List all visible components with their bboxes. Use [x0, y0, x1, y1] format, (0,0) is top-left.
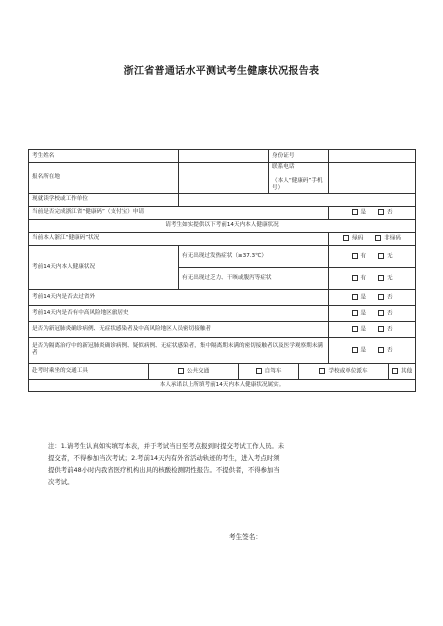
fever-label: 有无出现过发热症状（≥37.3℃） — [179, 245, 329, 267]
checkbox-icon — [378, 326, 384, 332]
row-risk — [29, 305, 416, 321]
health14-label: 考前14天内本人健康状况 — [29, 245, 179, 289]
checkbox-icon — [352, 275, 358, 281]
health-report-table — [28, 149, 416, 392]
transport-label: 赴考时乘坐的交通工具 — [29, 363, 149, 379]
row-zjcode-applied — [29, 206, 416, 219]
checkbox-icon — [378, 347, 384, 353]
option-no[interactable]: 否 — [378, 347, 393, 354]
option-no[interactable]: 否 — [378, 326, 393, 333]
zjcode-applied-label: 当前是否完成浙江省“健康码”（支付宝）申请 — [29, 206, 329, 219]
zjcode-applied-options — [329, 206, 416, 219]
region-value[interactable] — [179, 163, 269, 194]
contact-label: 是否为新冠肺炎确诊病例、无症状感染者及中高风险地区人员密切接触者 — [29, 321, 329, 337]
notes — [48, 440, 403, 488]
checkbox-icon — [352, 326, 358, 332]
transport-option-unit[interactable]: 学校或单位派车 — [299, 363, 389, 379]
note-line-4: 次考试。 — [48, 478, 74, 486]
option-have[interactable]: 有 — [352, 253, 367, 260]
option-yes[interactable]: 是 — [352, 326, 367, 333]
checkbox-icon — [378, 275, 384, 281]
checkbox-icon — [378, 209, 384, 215]
checkbox-icon — [352, 209, 358, 215]
transport-option-selfdrive[interactable]: 自驾车 — [239, 363, 299, 379]
checkbox-icon — [378, 310, 384, 316]
row-name — [29, 150, 416, 163]
checkbox-icon — [392, 368, 398, 374]
checkbox-icon — [352, 294, 358, 300]
note-line-2: 提交者，不得参加当次考试；2.考前14天内有外省活动轨迹的考生，进入考点时须 — [48, 454, 280, 462]
phone-label-cell — [269, 163, 329, 194]
phone-note: （本人“健康码”手机号） — [272, 177, 323, 191]
option-green[interactable]: 绿码 — [343, 235, 363, 242]
cough-options — [329, 267, 416, 289]
zjcode-status-label: 当前本人浙江“健康码”状况 — [29, 232, 329, 245]
row-outside — [29, 289, 416, 305]
region-label: 报名所在地 — [29, 163, 179, 194]
checkbox-icon — [178, 368, 184, 374]
row-contact — [29, 321, 416, 337]
isolation-options — [329, 337, 416, 363]
name-label: 考生姓名 — [29, 150, 179, 163]
risk-options — [329, 305, 416, 321]
form-title: 浙江省普通话水平测试考生健康状况报告表 — [123, 66, 320, 77]
signature-label: 考生签名： — [229, 533, 262, 541]
checkbox-icon — [352, 310, 358, 316]
note-line-3: 提供考前48小时内我省医疗机构出具的核酸检测阴性报告。不提供者，不得参加当 — [48, 466, 280, 474]
transport-option-public[interactable]: 公共交通 — [149, 363, 239, 379]
row-section-note — [29, 219, 416, 232]
row-zjcode-status — [29, 232, 416, 245]
option-have[interactable]: 有 — [352, 275, 367, 282]
checkbox-icon — [375, 235, 381, 241]
option-nongreen[interactable]: 非绿码 — [375, 235, 401, 242]
note-line-1: 注：1.请考生认真如实填写本表，并于考试当日至考点报到时提交考试工作人员。未 — [48, 442, 285, 450]
name-value[interactable] — [179, 150, 269, 163]
school-label: 现就读学校或工作单位 — [29, 193, 179, 206]
checkbox-icon — [319, 368, 325, 374]
option-yes[interactable]: 是 — [352, 209, 367, 216]
option-no[interactable]: 否 — [378, 310, 393, 317]
option-yes[interactable]: 是 — [352, 347, 367, 354]
cough-label: 有无出现过乏力、干咳或腹泻等症状 — [179, 267, 329, 289]
option-no[interactable]: 否 — [378, 209, 393, 216]
fever-options — [329, 245, 416, 267]
checkbox-icon — [352, 347, 358, 353]
option-none[interactable]: 无 — [378, 253, 393, 260]
row-region — [29, 163, 416, 194]
row-promise — [29, 379, 416, 391]
checkbox-icon — [256, 368, 262, 374]
option-yes[interactable]: 是 — [352, 294, 367, 301]
promise-text: 本人承诺以上所填考前14天内本人健康状况属实。 — [29, 379, 416, 391]
option-no[interactable]: 否 — [378, 294, 393, 301]
zjcode-status-options — [329, 232, 416, 245]
school-value[interactable] — [179, 193, 416, 206]
checkbox-icon — [352, 253, 358, 259]
contact-options — [329, 321, 416, 337]
option-none[interactable]: 无 — [378, 275, 393, 282]
transport-option-other[interactable]: 其他 — [389, 363, 416, 379]
checkbox-icon — [378, 294, 384, 300]
outside-label: 考前14天内是否去过省外 — [29, 289, 329, 305]
id-value[interactable] — [329, 150, 416, 163]
row-transport — [29, 363, 416, 379]
checkbox-icon — [343, 235, 349, 241]
id-label: 身份证号 — [269, 150, 329, 163]
row-isolation — [29, 337, 416, 363]
risk-label: 考前14天内是否有中高风险地区旅居史 — [29, 305, 329, 321]
phone-value[interactable] — [329, 163, 416, 194]
isolation-label: 是否为隔离治疗中的新冠肺炎确诊病例、疑似病例、无症状感染者，集中隔离期未满的密切接触者以及医学观察期未满者 — [29, 337, 329, 363]
checkbox-icon — [378, 253, 384, 259]
section-note: 请考生如实提供以下考前14天内本人健康状况 — [29, 219, 416, 232]
row-school — [29, 193, 416, 206]
outside-options — [329, 289, 416, 305]
phone-label: 联系电话 — [272, 164, 295, 170]
option-yes[interactable]: 是 — [352, 310, 367, 317]
row-fever — [29, 245, 416, 267]
